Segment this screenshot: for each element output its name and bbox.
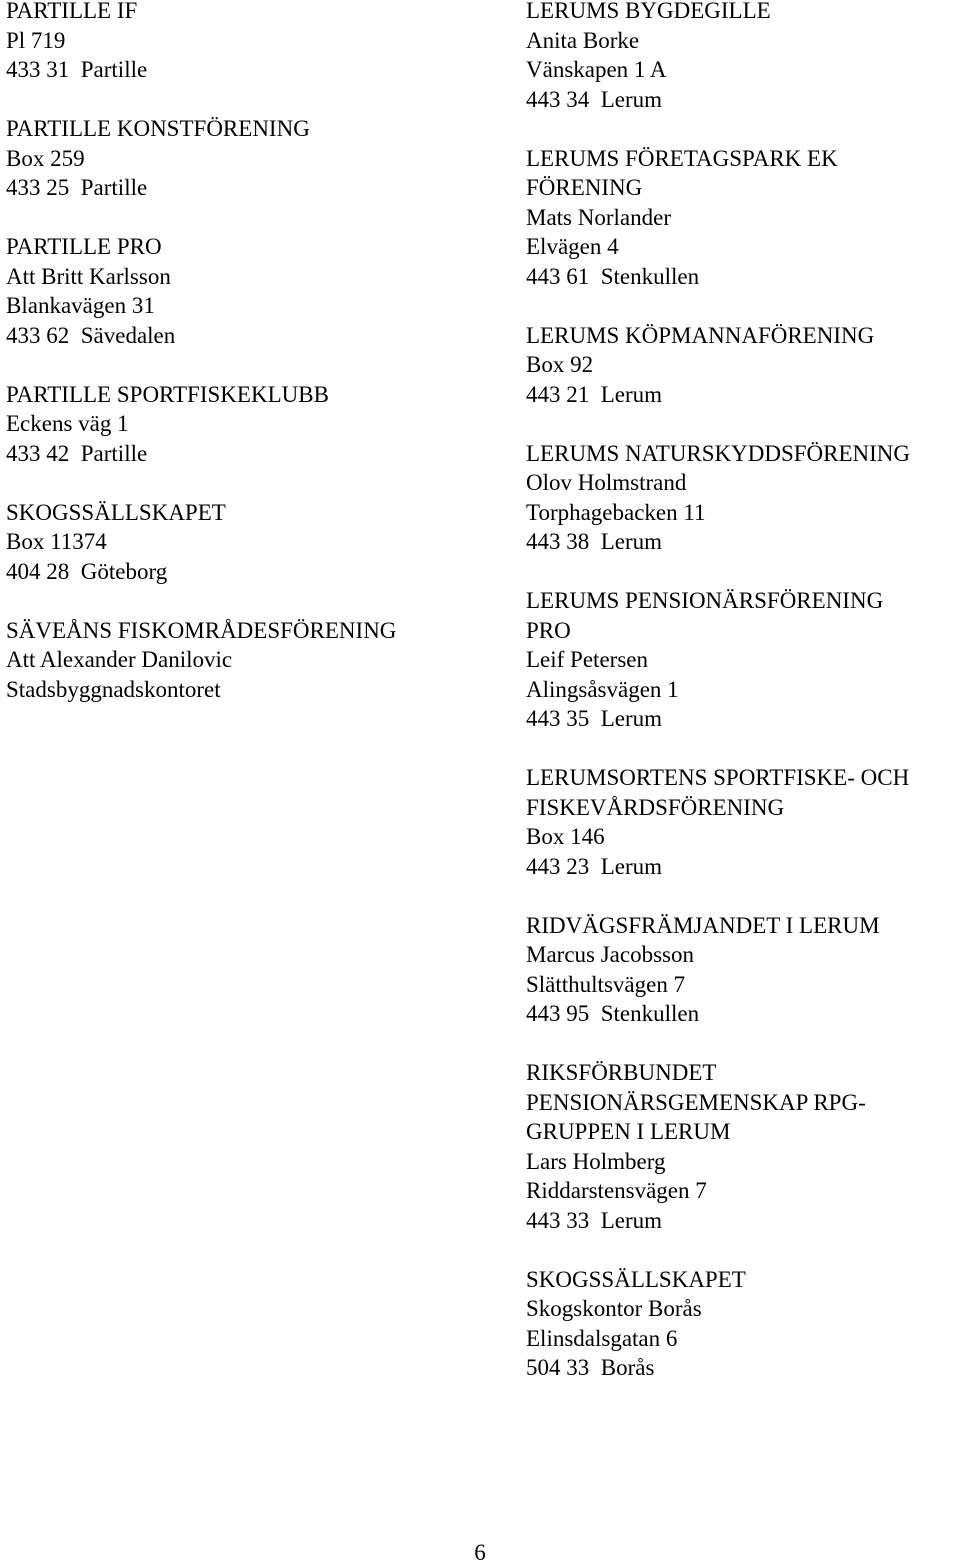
address-line: Slätthultsvägen 7 <box>526 971 686 997</box>
address-line: Stadsbyggnadskontoret <box>6 676 221 702</box>
organization-name: PARTILLE SPORTFISKEKLUBB <box>6 381 329 407</box>
address-line: Blankavägen 31 <box>6 293 155 318</box>
address-entry <box>6 114 486 232</box>
address-entry <box>526 1058 960 1265</box>
address-entry <box>6 616 486 705</box>
entry-spacer <box>6 468 486 498</box>
entry-spacer <box>526 1029 960 1059</box>
address-line: Riddarstensvägen 7 <box>526 1178 707 1203</box>
organization-name: RIKSFÖRBUNDET <box>526 1060 717 1085</box>
address-line: 443 23 Lerum <box>526 853 663 879</box>
address-line: PENSIONÄRSGEMENSKAP RPG- <box>526 1089 866 1115</box>
entry-spacer <box>6 586 486 616</box>
entry-spacer <box>526 291 960 321</box>
address-line: 443 61 Stenkullen <box>526 263 700 289</box>
address-line: 433 42 Partille <box>6 440 148 466</box>
address-line: 433 62 Sävedalen <box>6 322 176 348</box>
address-line: Box 259 <box>6 145 85 171</box>
address-line: 443 21 Lerum <box>526 381 663 407</box>
organization-name: SÄVEÅNS FISKOMRÅDESFÖRENING <box>6 617 397 643</box>
organization-name: LERUMS PENSIONÄRSFÖRENING <box>526 588 884 613</box>
address-entry <box>526 1265 960 1383</box>
left-address-column <box>6 0 486 704</box>
address-entry <box>6 380 486 498</box>
address-line: Elvägen 4 <box>526 234 619 259</box>
address-entry <box>6 232 486 380</box>
address-line: Vänskapen 1 A <box>526 57 667 82</box>
address-line: Lars Holmberg <box>526 1148 666 1174</box>
organization-name: LERUMS BYGDEGILLE <box>526 0 771 23</box>
entry-spacer <box>6 203 486 233</box>
entry-spacer <box>526 881 960 911</box>
page-number: 6 <box>474 1540 486 1565</box>
organization-name: PARTILLE PRO <box>6 234 162 259</box>
organization-name: SKOGSSÄLLSKAPET <box>526 1266 746 1292</box>
right-address-column <box>526 0 960 1383</box>
address-line: Att Britt Karlsson <box>6 263 171 289</box>
address-line: 443 95 Stenkullen <box>526 1001 700 1026</box>
entry-spacer <box>6 85 486 115</box>
address-line: 404 28 Göteborg <box>6 558 168 584</box>
address-line: Box 146 <box>526 824 605 849</box>
address-entry <box>526 586 960 763</box>
organization-name: LERUMS KÖPMANNAFÖRENING <box>526 322 875 348</box>
address-line: Leif Petersen <box>526 647 648 672</box>
address-line: Box 11374 <box>6 529 107 554</box>
address-line: FÖRENING <box>526 175 643 200</box>
organization-name: LERUMSORTENS SPORTFISKE- OCH <box>526 765 910 790</box>
address-entry <box>526 763 960 911</box>
address-line: Marcus Jacobsson <box>526 942 694 967</box>
address-line: 504 33 Borås <box>526 1355 655 1380</box>
address-line: 443 34 Lerum <box>526 86 663 112</box>
address-line: 433 31 Partille <box>6 57 148 82</box>
entry-spacer <box>526 114 960 144</box>
organization-name: LERUMS NATURSKYDDSFÖRENING <box>526 440 911 466</box>
address-entry <box>526 439 960 587</box>
address-line: GRUPPEN I LERUM <box>526 1119 731 1144</box>
organization-name: LERUMS FÖRETAGSPARK EK <box>526 145 838 171</box>
organization-name: PARTILLE KONSTFÖRENING <box>6 116 310 141</box>
organization-name: PARTILLE IF <box>6 0 138 23</box>
address-entry <box>526 911 960 1059</box>
address-line: Pl 719 <box>6 27 66 53</box>
address-line: Olov Holmstrand <box>526 470 687 495</box>
address-entry <box>6 0 486 114</box>
address-line: Torphagebacken 11 <box>526 499 706 525</box>
address-line: 433 25 Partille <box>6 175 148 200</box>
address-line: Att Alexander Danilovic <box>6 647 233 672</box>
address-entry <box>526 144 960 321</box>
entry-spacer <box>526 734 960 764</box>
entry-spacer <box>526 409 960 439</box>
organization-name: RIDVÄGSFRÄMJANDET I LERUM <box>526 912 880 938</box>
address-line: 443 33 Lerum <box>526 1207 663 1233</box>
address-line: Elinsdalsgatan 6 <box>526 1325 678 1351</box>
organization-name: SKOGSSÄLLSKAPET <box>6 499 226 525</box>
address-line: 443 35 Lerum <box>526 706 663 731</box>
address-line: Anita Borke <box>526 27 640 53</box>
entry-spacer <box>526 1235 960 1265</box>
entry-spacer <box>526 557 960 587</box>
address-line: PRO <box>526 617 571 643</box>
address-line: Eckens väg 1 <box>6 411 129 436</box>
address-line: FISKEVÅRDSFÖRENING <box>526 794 785 820</box>
address-entry <box>526 0 960 144</box>
address-line: Skogskontor Borås <box>526 1296 702 1321</box>
address-line: Box 92 <box>526 352 594 377</box>
address-line: Alingsåsvägen 1 <box>526 676 679 702</box>
address-entry <box>6 498 486 616</box>
entry-spacer <box>6 350 486 380</box>
address-line: 443 38 Lerum <box>526 529 663 554</box>
address-line: Mats Norlander <box>526 204 671 230</box>
address-entry <box>526 321 960 439</box>
